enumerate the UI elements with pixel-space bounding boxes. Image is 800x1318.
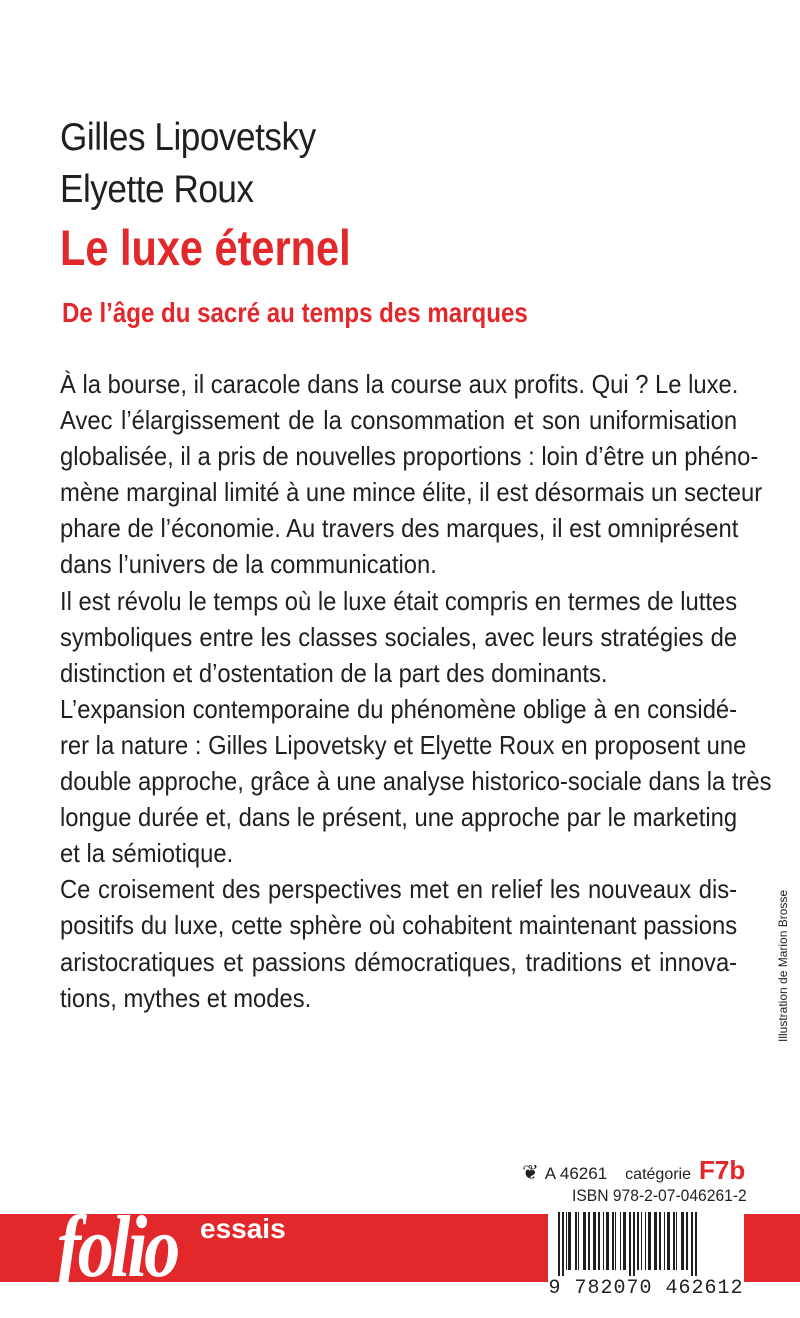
blurb-line: longue durée et, dans le présent, une approche par le marketing — [60, 802, 738, 833]
blurb-line: et la sémiotique. — [60, 838, 234, 869]
blurb-line: positifs du luxe, cette sphère où cohabitent maintenant passions — [60, 910, 738, 941]
barcode-bar — [566, 1212, 567, 1270]
barcode-bar — [593, 1212, 596, 1270]
barcode-bar — [558, 1212, 560, 1276]
barcode-bar — [633, 1212, 635, 1276]
gallimard-logo-icon: ❦ — [522, 1162, 539, 1184]
barcode-bar — [588, 1212, 590, 1270]
barcode-bar — [645, 1212, 646, 1270]
barcode-bar — [606, 1212, 609, 1270]
blurb — [60, 366, 772, 1016]
blurb-line: tions, mythes et modes. — [60, 982, 312, 1013]
book-title: Le luxe éternel — [60, 220, 351, 276]
author-1: Gilles Lipovetsky — [60, 116, 316, 159]
blurb-line: distinction et d’ostentation de la part des dominants. — [60, 657, 608, 688]
category-label: catégorie — [625, 1166, 691, 1183]
blurb-paragraph-3 — [60, 691, 772, 871]
barcode-digits: 9 782070 462612 — [548, 1277, 744, 1300]
blurb-line: Il est révolu le temps où le luxe était compris en termes de luttes — [60, 585, 738, 616]
barcode-bars — [552, 1212, 740, 1276]
barcode-bar — [673, 1212, 675, 1270]
barcode-bar — [648, 1212, 651, 1270]
barcode-bar — [623, 1212, 626, 1270]
barcode-bar — [686, 1212, 688, 1270]
barcode-bar — [568, 1212, 571, 1270]
blurb-line: globalisée, il a pris de nouvelles proportions : loin d’être un phéno- — [60, 441, 759, 472]
authors — [60, 112, 316, 216]
folio-logo: folio — [57, 1199, 177, 1296]
barcode-bar — [659, 1212, 661, 1270]
blurb-line: rer la nature : Gilles Lipovetsky et Elyette Roux en proposent une — [60, 729, 747, 760]
barcode-bar — [578, 1212, 579, 1270]
isbn: ISBN 978-2-07-046261-2 — [572, 1186, 747, 1205]
barcode-bar — [629, 1212, 631, 1276]
book-subtitle: De l’âge du sacré au temps des marques — [62, 297, 528, 328]
barcode-bar — [681, 1212, 684, 1270]
barcode-bar — [654, 1212, 657, 1270]
barcode-bar — [562, 1212, 564, 1276]
barcode-bar — [620, 1212, 621, 1270]
blurb-line: double approche, grâce à une analyse historico-sociale dans la très — [60, 766, 772, 797]
barcode-bar — [641, 1212, 642, 1270]
barcode-bar — [695, 1212, 697, 1276]
blurb-paragraph-1 — [60, 366, 763, 583]
barcode-bar — [612, 1212, 614, 1270]
blurb-line: À la bourse, il caracole dans la course aux profits. Qui ? Le luxe. — [60, 369, 739, 399]
blurb-line: symboliques entre les classes sociales, avec leurs stratégies de — [60, 621, 738, 652]
blurb-line: mène marginal limité à une mince élite, il est désormais un secteur — [60, 477, 763, 508]
illustration-credit: Illustration de Marion Brosse — [776, 889, 790, 1042]
barcode-bar — [598, 1212, 600, 1270]
publisher-codes — [522, 1155, 745, 1186]
a-code: A 46261 — [544, 1164, 608, 1183]
barcode — [548, 1207, 744, 1303]
blurb-paragraph-4 — [60, 871, 737, 1015]
blurb-line: Ce croisement des perspectives met en relief les nouveaux dis- — [60, 874, 738, 905]
blurb-line: Avec l’élargissement de la consommation et son uniformisation — [60, 405, 738, 436]
barcode-bar — [676, 1212, 677, 1270]
blurb-line: aristocratiques et passions démocratiques, traditions et innova- — [60, 946, 738, 977]
barcode-bar — [603, 1212, 604, 1270]
barcode-bar — [575, 1212, 577, 1270]
barcode-bar — [615, 1212, 616, 1270]
category-value: F7b — [699, 1155, 746, 1185]
barcode-bar — [691, 1212, 693, 1276]
barcode-bar — [583, 1212, 586, 1270]
blurb-paragraph-2 — [60, 583, 737, 691]
barcode-bar — [664, 1212, 665, 1270]
barcode-bar — [667, 1212, 670, 1270]
author-2: Elyette Roux — [60, 168, 254, 211]
blurb-line: dans l’univers de la communication. — [60, 549, 437, 580]
blurb-line: L’expansion contemporaine du phénomène oblige à en considé- — [60, 693, 738, 724]
series-name: essais — [200, 1213, 286, 1244]
barcode-bar — [637, 1212, 639, 1270]
blurb-line: phare de l’économie. Au travers des marques, il est omniprésent — [60, 513, 739, 544]
